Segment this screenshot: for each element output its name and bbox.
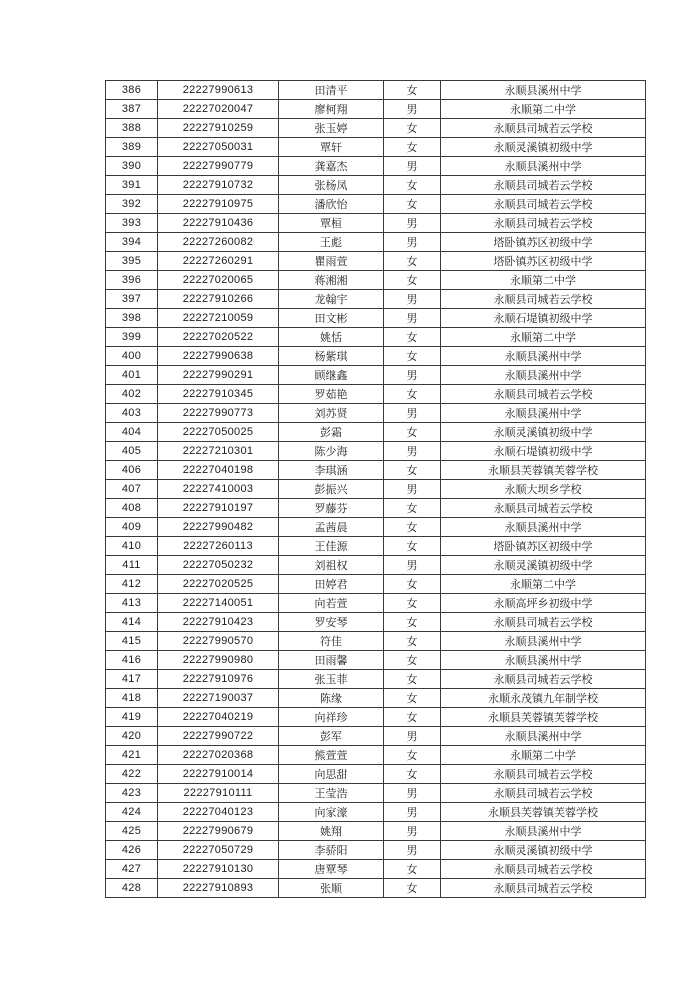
table-row <box>106 252 646 271</box>
cell-gender: 女 <box>384 138 441 157</box>
cell-gender: 女 <box>384 670 441 689</box>
cell-gender: 男 <box>384 214 441 233</box>
cell-exam-number: 22227910197 <box>158 499 279 518</box>
cell-school: 永顺县司城若云学校 <box>441 176 646 195</box>
table-row <box>106 518 646 537</box>
cell-gender: 女 <box>384 860 441 879</box>
cell-school: 永顺县司城若云学校 <box>441 290 646 309</box>
cell-row-number: 392 <box>106 195 158 214</box>
table-row <box>106 119 646 138</box>
table-row <box>106 214 646 233</box>
table-row <box>106 442 646 461</box>
cell-student-name: 田婷君 <box>279 575 384 594</box>
cell-school: 永顺县司城若云学校 <box>441 214 646 233</box>
cell-school: 永顺大坝乡学校 <box>441 480 646 499</box>
cell-exam-number: 22227910130 <box>158 860 279 879</box>
table-row <box>106 651 646 670</box>
cell-student-name: 李琪涵 <box>279 461 384 480</box>
cell-school: 塔卧镇苏区初级中学 <box>441 252 646 271</box>
cell-exam-number: 22227050031 <box>158 138 279 157</box>
cell-row-number: 408 <box>106 499 158 518</box>
table-row <box>106 879 646 898</box>
cell-row-number: 414 <box>106 613 158 632</box>
cell-gender: 女 <box>384 518 441 537</box>
table-row <box>106 746 646 765</box>
cell-gender: 女 <box>384 594 441 613</box>
cell-gender: 女 <box>384 746 441 765</box>
cell-student-name: 符佳 <box>279 632 384 651</box>
cell-student-name: 陈缘 <box>279 689 384 708</box>
cell-exam-number: 22227990638 <box>158 347 279 366</box>
table-row <box>106 328 646 347</box>
cell-student-name: 彭振兴 <box>279 480 384 499</box>
cell-student-name: 刘苏贤 <box>279 404 384 423</box>
cell-school: 永顺永茂镇九年制学校 <box>441 689 646 708</box>
cell-row-number: 393 <box>106 214 158 233</box>
cell-student-name: 蒋湘湘 <box>279 271 384 290</box>
cell-student-name: 田文彬 <box>279 309 384 328</box>
table-row <box>106 81 646 100</box>
cell-student-name: 张顺 <box>279 879 384 898</box>
cell-exam-number: 22227990679 <box>158 822 279 841</box>
cell-student-name: 向思甜 <box>279 765 384 784</box>
cell-school: 永顺石堤镇初级中学 <box>441 442 646 461</box>
cell-row-number: 419 <box>106 708 158 727</box>
cell-school: 永顺县芙蓉镇芙蓉学校 <box>441 708 646 727</box>
table-row <box>106 480 646 499</box>
cell-exam-number: 22227990773 <box>158 404 279 423</box>
cell-row-number: 395 <box>106 252 158 271</box>
cell-student-name: 罗藤芬 <box>279 499 384 518</box>
cell-row-number: 394 <box>106 233 158 252</box>
cell-row-number: 424 <box>106 803 158 822</box>
cell-row-number: 409 <box>106 518 158 537</box>
cell-school: 永顺灵溪镇初级中学 <box>441 556 646 575</box>
cell-gender: 女 <box>384 385 441 404</box>
cell-student-name: 姚恬 <box>279 328 384 347</box>
cell-exam-number: 22227040123 <box>158 803 279 822</box>
cell-row-number: 400 <box>106 347 158 366</box>
cell-student-name: 杨紫琪 <box>279 347 384 366</box>
cell-gender: 女 <box>384 499 441 518</box>
cell-student-name: 张玉婷 <box>279 119 384 138</box>
table-row <box>106 423 646 442</box>
cell-exam-number: 22227210059 <box>158 309 279 328</box>
cell-row-number: 415 <box>106 632 158 651</box>
cell-gender: 女 <box>384 651 441 670</box>
cell-student-name: 彭军 <box>279 727 384 746</box>
cell-row-number: 417 <box>106 670 158 689</box>
cell-row-number: 386 <box>106 81 158 100</box>
cell-exam-number: 22227210301 <box>158 442 279 461</box>
cell-gender: 女 <box>384 765 441 784</box>
cell-school: 永顺高坪乡初级中学 <box>441 594 646 613</box>
table-row <box>106 689 646 708</box>
cell-row-number: 418 <box>106 689 158 708</box>
table-row <box>106 499 646 518</box>
cell-gender: 男 <box>384 480 441 499</box>
cell-student-name: 罗茹艳 <box>279 385 384 404</box>
table-row <box>106 385 646 404</box>
cell-student-name: 王莹浩 <box>279 784 384 803</box>
cell-student-name: 向祥珍 <box>279 708 384 727</box>
cell-school: 永顺县司城若云学校 <box>441 385 646 404</box>
table-row <box>106 575 646 594</box>
cell-school: 永顺第二中学 <box>441 328 646 347</box>
cell-gender: 女 <box>384 81 441 100</box>
cell-student-name: 潘欣怡 <box>279 195 384 214</box>
cell-student-name: 陈少海 <box>279 442 384 461</box>
cell-exam-number: 22227910893 <box>158 879 279 898</box>
cell-exam-number: 22227910976 <box>158 670 279 689</box>
cell-row-number: 416 <box>106 651 158 670</box>
cell-school: 永顺县司城若云学校 <box>441 119 646 138</box>
cell-school: 永顺第二中学 <box>441 271 646 290</box>
cell-exam-number: 22227050025 <box>158 423 279 442</box>
table-row <box>106 765 646 784</box>
cell-school: 永顺县溪州中学 <box>441 822 646 841</box>
cell-school: 永顺石堤镇初级中学 <box>441 309 646 328</box>
cell-exam-number: 22227260291 <box>158 252 279 271</box>
cell-student-name: 向若萱 <box>279 594 384 613</box>
cell-row-number: 390 <box>106 157 158 176</box>
cell-student-name: 姚翔 <box>279 822 384 841</box>
table-row <box>106 670 646 689</box>
table-row <box>106 632 646 651</box>
cell-gender: 男 <box>384 784 441 803</box>
table-row <box>106 233 646 252</box>
cell-school: 永顺县芙蓉镇芙蓉学校 <box>441 803 646 822</box>
cell-gender: 女 <box>384 537 441 556</box>
cell-gender: 女 <box>384 347 441 366</box>
cell-row-number: 406 <box>106 461 158 480</box>
table-row <box>106 537 646 556</box>
cell-gender: 男 <box>384 157 441 176</box>
cell-exam-number: 22227990980 <box>158 651 279 670</box>
table-row <box>106 613 646 632</box>
cell-exam-number: 22227020522 <box>158 328 279 347</box>
cell-row-number: 412 <box>106 575 158 594</box>
cell-school: 永顺县司城若云学校 <box>441 195 646 214</box>
cell-gender: 男 <box>384 404 441 423</box>
cell-gender: 女 <box>384 176 441 195</box>
cell-row-number: 420 <box>106 727 158 746</box>
cell-exam-number: 22227910975 <box>158 195 279 214</box>
cell-gender: 男 <box>384 822 441 841</box>
cell-exam-number: 22227050232 <box>158 556 279 575</box>
cell-school: 永顺县溪州中学 <box>441 347 646 366</box>
cell-row-number: 425 <box>106 822 158 841</box>
cell-student-name: 张玉菲 <box>279 670 384 689</box>
cell-school: 永顺县溪州中学 <box>441 81 646 100</box>
cell-gender: 男 <box>384 841 441 860</box>
cell-row-number: 403 <box>106 404 158 423</box>
cell-exam-number: 22227020368 <box>158 746 279 765</box>
cell-row-number: 427 <box>106 860 158 879</box>
cell-student-name: 顾继鑫 <box>279 366 384 385</box>
cell-school: 永顺县司城若云学校 <box>441 860 646 879</box>
cell-row-number: 399 <box>106 328 158 347</box>
cell-school: 永顺第二中学 <box>441 100 646 119</box>
cell-row-number: 421 <box>106 746 158 765</box>
cell-row-number: 423 <box>106 784 158 803</box>
cell-exam-number: 22227910259 <box>158 119 279 138</box>
table-row <box>106 176 646 195</box>
table-row <box>106 309 646 328</box>
cell-gender: 男 <box>384 366 441 385</box>
cell-gender: 女 <box>384 119 441 138</box>
cell-row-number: 410 <box>106 537 158 556</box>
cell-exam-number: 22227990613 <box>158 81 279 100</box>
cell-gender: 女 <box>384 632 441 651</box>
table-row <box>106 157 646 176</box>
cell-gender: 男 <box>384 233 441 252</box>
cell-student-name: 田清平 <box>279 81 384 100</box>
cell-student-name: 覃桓 <box>279 214 384 233</box>
cell-row-number: 411 <box>106 556 158 575</box>
cell-row-number: 407 <box>106 480 158 499</box>
cell-school: 永顺县司城若云学校 <box>441 499 646 518</box>
table-row <box>106 347 646 366</box>
cell-school: 永顺第二中学 <box>441 575 646 594</box>
table-row <box>106 841 646 860</box>
cell-exam-number: 22227260082 <box>158 233 279 252</box>
cell-exam-number: 22227990779 <box>158 157 279 176</box>
cell-gender: 男 <box>384 290 441 309</box>
cell-student-name: 瞿雨萱 <box>279 252 384 271</box>
cell-student-name: 刘祖权 <box>279 556 384 575</box>
cell-exam-number: 22227190037 <box>158 689 279 708</box>
cell-school: 永顺县溪州中学 <box>441 632 646 651</box>
table-row <box>106 366 646 385</box>
cell-student-name: 罗安琴 <box>279 613 384 632</box>
cell-school: 永顺县溪州中学 <box>441 404 646 423</box>
cell-student-name: 龚嘉杰 <box>279 157 384 176</box>
table-row <box>106 271 646 290</box>
table-row <box>106 784 646 803</box>
cell-gender: 男 <box>384 803 441 822</box>
cell-gender: 男 <box>384 442 441 461</box>
cell-student-name: 田雨馨 <box>279 651 384 670</box>
cell-student-name: 张杨凤 <box>279 176 384 195</box>
cell-gender: 女 <box>384 461 441 480</box>
cell-row-number: 388 <box>106 119 158 138</box>
cell-row-number: 398 <box>106 309 158 328</box>
cell-row-number: 428 <box>106 879 158 898</box>
cell-school: 永顺县溪州中学 <box>441 518 646 537</box>
table-row <box>106 290 646 309</box>
cell-row-number: 387 <box>106 100 158 119</box>
table-row <box>106 708 646 727</box>
cell-gender: 女 <box>384 328 441 347</box>
table-row <box>106 556 646 575</box>
cell-gender: 女 <box>384 195 441 214</box>
cell-student-name: 王彪 <box>279 233 384 252</box>
cell-row-number: 401 <box>106 366 158 385</box>
cell-gender: 女 <box>384 252 441 271</box>
cell-student-name: 彭霜 <box>279 423 384 442</box>
cell-exam-number: 22227140051 <box>158 594 279 613</box>
student-roster-table <box>105 80 646 898</box>
table-row <box>106 803 646 822</box>
cell-school: 永顺县司城若云学校 <box>441 879 646 898</box>
cell-exam-number: 22227910014 <box>158 765 279 784</box>
cell-school: 永顺县溪州中学 <box>441 366 646 385</box>
cell-gender: 男 <box>384 556 441 575</box>
cell-exam-number: 22227260113 <box>158 537 279 556</box>
cell-row-number: 391 <box>106 176 158 195</box>
cell-gender: 女 <box>384 271 441 290</box>
cell-school: 永顺县溪州中学 <box>441 651 646 670</box>
table-row <box>106 860 646 879</box>
cell-row-number: 426 <box>106 841 158 860</box>
cell-school: 塔卧镇苏区初级中学 <box>441 233 646 252</box>
cell-student-name: 向家濠 <box>279 803 384 822</box>
table-row <box>106 404 646 423</box>
cell-exam-number: 22227040198 <box>158 461 279 480</box>
cell-gender: 女 <box>384 708 441 727</box>
cell-school: 永顺第二中学 <box>441 746 646 765</box>
cell-student-name: 龙翰宇 <box>279 290 384 309</box>
cell-exam-number: 22227990291 <box>158 366 279 385</box>
cell-student-name: 熊萱萱 <box>279 746 384 765</box>
cell-exam-number: 22227910423 <box>158 613 279 632</box>
cell-row-number: 413 <box>106 594 158 613</box>
cell-exam-number: 22227050729 <box>158 841 279 860</box>
table-row <box>106 727 646 746</box>
cell-exam-number: 22227410003 <box>158 480 279 499</box>
cell-exam-number: 22227020525 <box>158 575 279 594</box>
cell-school: 永顺县司城若云学校 <box>441 613 646 632</box>
table-row <box>106 822 646 841</box>
cell-gender: 男 <box>384 309 441 328</box>
cell-exam-number: 22227910436 <box>158 214 279 233</box>
table-row <box>106 461 646 480</box>
student-roster-body <box>106 81 646 898</box>
cell-student-name: 王佳源 <box>279 537 384 556</box>
cell-gender: 男 <box>384 100 441 119</box>
cell-school: 永顺县溪州中学 <box>441 727 646 746</box>
cell-school: 永顺灵溪镇初级中学 <box>441 841 646 860</box>
cell-student-name: 覃轩 <box>279 138 384 157</box>
cell-exam-number: 22227990722 <box>158 727 279 746</box>
cell-school: 永顺县芙蓉镇芙蓉学校 <box>441 461 646 480</box>
table-row <box>106 100 646 119</box>
cell-gender: 女 <box>384 575 441 594</box>
cell-school: 永顺灵溪镇初级中学 <box>441 423 646 442</box>
cell-school: 永顺县司城若云学校 <box>441 670 646 689</box>
cell-exam-number: 22227020065 <box>158 271 279 290</box>
cell-row-number: 405 <box>106 442 158 461</box>
cell-exam-number: 22227990482 <box>158 518 279 537</box>
cell-gender: 女 <box>384 879 441 898</box>
cell-school: 永顺县司城若云学校 <box>441 765 646 784</box>
table-row <box>106 195 646 214</box>
cell-exam-number: 22227910266 <box>158 290 279 309</box>
cell-row-number: 402 <box>106 385 158 404</box>
cell-row-number: 422 <box>106 765 158 784</box>
cell-exam-number: 22227020047 <box>158 100 279 119</box>
cell-school: 永顺县司城若云学校 <box>441 784 646 803</box>
cell-student-name: 孟茜晨 <box>279 518 384 537</box>
cell-student-name: 李骄阳 <box>279 841 384 860</box>
cell-exam-number: 22227040219 <box>158 708 279 727</box>
cell-exam-number: 22227990570 <box>158 632 279 651</box>
cell-exam-number: 22227910732 <box>158 176 279 195</box>
cell-exam-number: 22227910345 <box>158 385 279 404</box>
cell-student-name: 唐覃琴 <box>279 860 384 879</box>
cell-row-number: 404 <box>106 423 158 442</box>
cell-school: 永顺灵溪镇初级中学 <box>441 138 646 157</box>
cell-school: 塔卧镇苏区初级中学 <box>441 537 646 556</box>
cell-gender: 女 <box>384 689 441 708</box>
cell-student-name: 廖柯翔 <box>279 100 384 119</box>
table-row <box>106 594 646 613</box>
cell-gender: 女 <box>384 423 441 442</box>
cell-row-number: 396 <box>106 271 158 290</box>
cell-gender: 女 <box>384 613 441 632</box>
table-row <box>106 138 646 157</box>
cell-row-number: 389 <box>106 138 158 157</box>
cell-row-number: 397 <box>106 290 158 309</box>
cell-gender: 男 <box>384 727 441 746</box>
cell-school: 永顺县溪州中学 <box>441 157 646 176</box>
cell-exam-number: 22227910111 <box>158 784 279 803</box>
